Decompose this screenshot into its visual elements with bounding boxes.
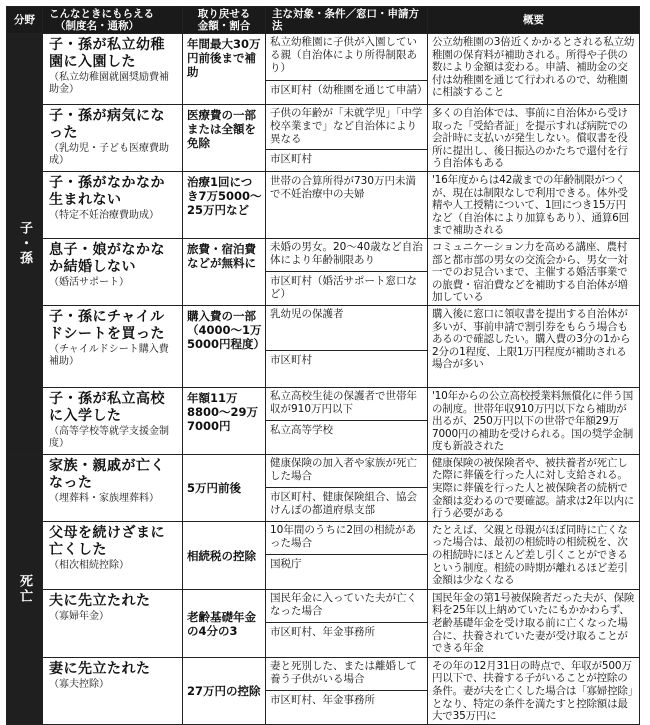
header-category: 分野 (7, 7, 43, 34)
benefit-office: 市区町村 (270, 153, 312, 165)
benefit-target: 私立高校生徒の保護者で世帯年収が910万円以下 (266, 388, 427, 421)
benefit-summary: 国民年金の第1号被保険者だった夫が、保険料を25年以上納めていたにもかかわらず、老齢基礎年金を受け取る前に亡くなった場合に、扶養されていた妻が受け取ることができる年金 (428, 589, 640, 657)
benefit-name-cell (43, 305, 183, 387)
benefit-name-cell (43, 105, 183, 172)
header-name (43, 7, 183, 34)
header-row (7, 7, 640, 34)
benefit-target-cell (266, 387, 428, 454)
benefit-target-cell (266, 454, 428, 521)
table-row (7, 657, 640, 724)
benefit-name: 夫に先立たれた (49, 592, 151, 609)
benefit-office: 市区町村、年金事務所 (270, 693, 375, 706)
benefit-official-name: （婚活サポート） (49, 276, 129, 288)
benefit-official-name: （特定不妊治療費助成） (49, 209, 159, 221)
header-target: 主な対象・条件／窓口・申請方法 (266, 7, 428, 34)
benefit-name: 子・孫がなかなか生まれない (49, 174, 165, 208)
benefit-target: 乳幼児の保護者 (266, 306, 427, 351)
benefit-name: 息子・娘がなかなか結婚しない (49, 241, 165, 275)
benefit-office: 市区町村、年金事務所 (270, 625, 375, 638)
header-amount (183, 7, 266, 34)
header-amount-main: 取り戻せる (197, 8, 251, 20)
benefit-office: 国税庁 (270, 557, 302, 570)
benefit-target-cell (266, 34, 428, 105)
benefit-official-name: （埋葬料・家族埋葬料） (49, 492, 159, 504)
benefit-summary: 購入後に窓口に領収書を提出する自治体が多いが、事前申請で割引券をもらう場合もあるので確認したい。購入費の3分の1から2分の1程度、上限1万円程度が補助される場合が多い (428, 305, 640, 387)
table-row (7, 521, 640, 589)
benefit-target: 健康保険の加入者や家族が死亡した場合 (266, 455, 427, 488)
header-name-main: こんなときにもらえる (49, 8, 154, 20)
benefit-target-cell (266, 171, 428, 238)
table-row (7, 454, 640, 521)
benefit-name-cell (43, 454, 183, 521)
benefit-target: 妻と死別した、または離婚して養う子供がいる場合 (266, 658, 427, 691)
benefit-amount: 購入費の一部（4000〜1万5000円程度） (183, 305, 266, 387)
benefit-name-cell (43, 657, 183, 724)
benefit-official-name: （チャイルドシート購入費補助） (49, 343, 169, 367)
benefit-name: 子・孫にチャイルドシートを買った (49, 308, 165, 342)
benefit-office: 市区町村（婚活サポート窓口など） (270, 274, 417, 300)
benefit-target-cell (266, 305, 428, 387)
benefit-target: 世帯の合算所得が730万円未満で不妊治療中の夫婦 (270, 174, 417, 200)
benefit-name-cell (43, 589, 183, 657)
category-death: 死亡 (7, 454, 43, 724)
benefit-target: 未婚の男女。20〜40歳など自治体により年齢制限あり (266, 239, 427, 272)
header-summary: 概要 (428, 7, 640, 34)
benefit-name-cell (43, 387, 183, 454)
benefit-office: 市区町村 (270, 353, 312, 366)
benefit-name-cell (43, 238, 183, 305)
benefit-name: 子・孫が私立高校に入学した (49, 390, 165, 424)
benefit-amount: 年額11万8800〜29万7000円 (183, 387, 266, 454)
benefit-summary: コミュニケーション力を高める講座、農村部と都市部の男女の交流会から、男女一対一でのお見合いまで、主催する婚活事業での旅費・宿泊費などを補助する自治体が増加している (428, 238, 640, 305)
category-children: 子・孫 (7, 34, 43, 455)
benefit-official-name: （高等学校等就学支援金制度） (49, 425, 169, 449)
benefit-name-cell (43, 34, 183, 105)
benefits-table (6, 6, 640, 725)
benefit-target-cell (266, 657, 428, 724)
benefit-name: 父母を続けざまに亡くした (49, 524, 165, 558)
benefit-amount: 年間最大30万円前後まで補助 (183, 34, 266, 105)
benefit-office: 市区町村、健康保険組合、協会けんぽの都道府県支部 (270, 490, 417, 516)
benefit-target-cell (266, 105, 428, 172)
table-row (7, 34, 640, 105)
benefit-name-cell (43, 521, 183, 589)
benefits-table-container (6, 6, 639, 723)
benefit-name: 子・孫が病気になった (49, 108, 165, 141)
benefit-target: 10年間のうちに2回の相続があった場合 (266, 522, 427, 555)
benefit-target: 子供の年齢が「未就学児」「中学校卒業まで」など自治体により異なる (266, 105, 427, 150)
benefit-official-name: （寡夫控除） (49, 678, 109, 690)
benefit-target-cell (266, 238, 428, 305)
benefit-summary: 健康保険の被保険者や、被扶養者が死亡した際に葬儀を行った人に対し支給される。実際に葬儀を行った人と被保険者の続柄で金額は変わるので要確認。請求は2年以内に行う必要がある (428, 454, 640, 521)
benefit-summary: '10年からの公立高校授業料無償化に伴う国の制度。世帯年収910万円以下なら補助が出るが、250万円以下の世帯で年額29万7000円の補助を受けられる。国の奨学金制度も新設された (428, 387, 640, 454)
benefit-amount: 医療費の一部または全額を免除 (183, 105, 266, 172)
benefit-official-name: （私立幼稚園就園奨励費補助金） (49, 72, 169, 95)
benefit-summary: たとえば、父親と母親がほぼ同時に亡くなった場合は、最初の相続時の相続税を、次の相続時にほとんど差し引くことができるという制度。相続の時期が離れるほど差引金額は少なくなる (428, 521, 640, 589)
benefit-amount: 老齢基礎年金の4分の3 (183, 589, 266, 657)
benefit-name: 家族・親戚が亡くなった (49, 457, 165, 491)
benefit-target: 私立幼稚園に子供が入園している親（自治体により所得制限あり） (266, 34, 427, 81)
benefit-office: 市区町村（幼稚園を通じて申請） (270, 84, 428, 96)
benefit-amount: 旅費・宿泊費などが無料に (183, 238, 266, 305)
benefit-official-name: （乳幼児・子ども医療費助成） (49, 143, 169, 166)
header-amount-sub: 金額・割合 (197, 20, 251, 32)
benefit-amount: 27万円の控除 (183, 657, 266, 724)
benefit-target-cell (266, 521, 428, 589)
benefit-summary: 公立幼稚園の3倍近くかかるとされる私立幼稚園の保育料が補助される。所得や子供の数により金額は変わる。申請、補助金の交付は幼稚園を通じて行われるので、幼稚園に相談すること (428, 34, 640, 105)
benefit-official-name: （相次相続控除） (49, 559, 129, 571)
table-row (7, 171, 640, 238)
table-row (7, 238, 640, 305)
benefit-name: 子・孫が私立幼稚園に入園した (49, 37, 165, 70)
table-row (7, 589, 640, 657)
benefit-target: 国民年金に入っていた夫が亡くなった場合 (266, 590, 427, 623)
benefit-summary: 多くの自治体では、事前に自治体から受け取った「受給者証」を提示すれば病院での会計時に支払いが発生しない。償収書を役所に提出し、後日振込のかたちで還付を行う自治体もある (428, 105, 640, 172)
table-row (7, 305, 640, 387)
benefit-target-cell (266, 589, 428, 657)
benefit-amount: 5万円前後 (183, 454, 266, 521)
benefit-name: 妻に先立たれた (49, 660, 151, 677)
table-row (7, 387, 640, 454)
benefit-name-cell (43, 171, 183, 238)
benefit-official-name: （寡婦年金） (49, 610, 109, 622)
benefit-summary: '16年度からは42歳までの年齢制限がつくが、現在は制限なしで利用できる。体外受精や人工授精について、1回につき15万円など（自治体により加算もあり）、通算6回まで補助される (428, 171, 640, 238)
benefit-summary: その年の12月31日の時点で、年収が500万円以下で、扶養する子がいることが控除の条件。妻が夫を亡くした場合は「寡婦控除」となり、特定の条件を満たすと控除額は最大で35万円に (428, 657, 640, 724)
benefit-amount: 治療1回につき7万5000〜25万円など (183, 171, 266, 238)
table-row (7, 105, 640, 172)
header-name-sub: （制度名・通称） (55, 20, 139, 32)
benefit-amount: 相続税の控除 (183, 521, 266, 589)
benefit-office: 私立高等学校 (270, 423, 333, 436)
